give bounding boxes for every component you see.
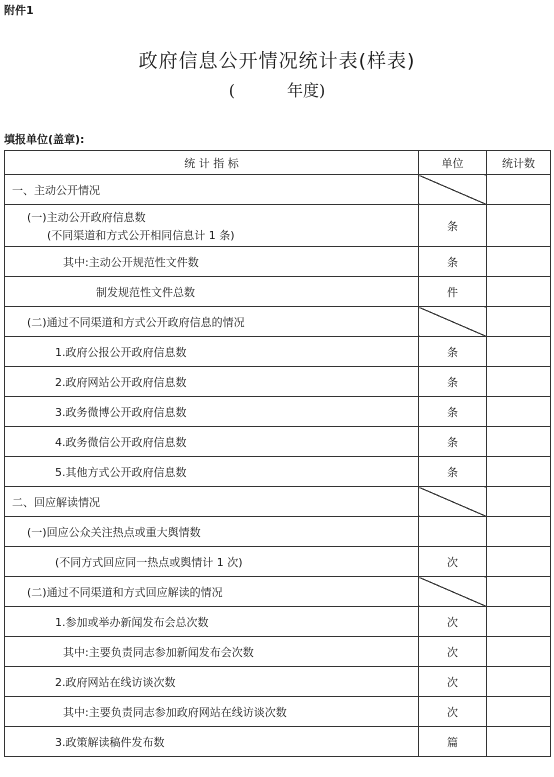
indicator-cell <box>5 277 419 307</box>
year-line <box>0 78 554 101</box>
indicator-label: 一、主动公开情况 <box>12 183 100 197</box>
count-cell[interactable] <box>487 457 551 487</box>
table-row <box>5 397 551 427</box>
unit-cell: 篇 <box>419 727 487 757</box>
count-cell[interactable] <box>487 727 551 757</box>
indicator-cell <box>5 697 419 727</box>
table-row <box>5 205 551 247</box>
unit-cell: 条 <box>419 397 487 427</box>
table-row <box>5 517 551 547</box>
indicator-cell <box>5 175 419 205</box>
statistics-table <box>4 150 551 757</box>
fill-unit-label: 填报单位(盖章): <box>4 133 85 146</box>
indicator-label: (二)通过不同渠道和方式回应解读的情况 <box>27 585 223 599</box>
indicator-cell <box>5 307 419 337</box>
indicator-note: (不同渠道和方式公开相同信息计 1 条) <box>47 228 235 242</box>
year-label: 年度) <box>287 81 326 100</box>
table-row <box>5 367 551 397</box>
indicator-label: 2.政府网站公开政府信息数 <box>55 375 187 389</box>
indicator-cell <box>5 607 419 637</box>
table-row <box>5 457 551 487</box>
table-row <box>5 175 551 205</box>
indicator-cell <box>5 457 419 487</box>
indicator-label: (不同方式回应同一热点或舆情计 1 次) <box>55 555 243 569</box>
header-indicator: 统 计 指 标 <box>5 151 419 175</box>
count-cell[interactable] <box>487 607 551 637</box>
unit-cell: 次 <box>419 697 487 727</box>
table-row <box>5 637 551 667</box>
table-row <box>5 607 551 637</box>
table-row <box>5 307 551 337</box>
indicator-cell <box>5 577 419 607</box>
count-cell[interactable] <box>487 487 551 517</box>
unit-cell: 条 <box>419 337 487 367</box>
attachment-label: 附件1 <box>4 4 34 17</box>
table-row <box>5 487 551 517</box>
indicator-cell <box>5 487 419 517</box>
unit-cell: 次 <box>419 607 487 637</box>
indicator-label: 1.参加或举办新闻发布会总次数 <box>55 615 209 629</box>
header-unit: 单位 <box>419 151 487 175</box>
count-cell[interactable] <box>487 547 551 577</box>
table-row <box>5 247 551 277</box>
indicator-cell <box>5 367 419 397</box>
count-cell[interactable] <box>487 637 551 667</box>
count-cell[interactable] <box>487 667 551 697</box>
unit-cell: 条 <box>419 457 487 487</box>
unit-cell: 件 <box>419 277 487 307</box>
indicator-label: 2.政府网站在线访谈次数 <box>55 675 176 689</box>
count-cell[interactable] <box>487 577 551 607</box>
count-cell[interactable] <box>487 205 551 247</box>
count-cell[interactable] <box>487 517 551 547</box>
table-row <box>5 337 551 367</box>
unit-cell: 条 <box>419 247 487 277</box>
unit-cell <box>419 517 487 547</box>
indicator-cell <box>5 337 419 367</box>
count-cell[interactable] <box>487 697 551 727</box>
unit-cell: 条 <box>419 427 487 457</box>
indicator-label: 其中:主动公开规范性文件数 <box>63 255 199 269</box>
indicator-cell <box>5 397 419 427</box>
indicator-cell <box>5 247 419 277</box>
indicator-cell <box>5 517 419 547</box>
count-cell[interactable] <box>487 427 551 457</box>
table-row <box>5 667 551 697</box>
table-header-row <box>5 151 551 175</box>
count-cell[interactable] <box>487 367 551 397</box>
unit-cell-diagonal <box>419 307 487 337</box>
table-row <box>5 277 551 307</box>
indicator-label: (二)通过不同渠道和方式公开政府信息的情况 <box>27 315 245 329</box>
table-row <box>5 697 551 727</box>
indicator-cell <box>5 205 419 247</box>
count-cell[interactable] <box>487 247 551 277</box>
indicator-cell <box>5 727 419 757</box>
indicator-cell <box>5 427 419 457</box>
unit-cell: 条 <box>419 367 487 397</box>
indicator-label: 1.政府公报公开政府信息数 <box>55 345 187 359</box>
indicator-label: (一)回应公众关注热点或重大舆情数 <box>27 525 201 539</box>
indicator-label: 其中:主要负责同志参加新闻发布会次数 <box>63 645 254 659</box>
indicator-cell <box>5 667 419 697</box>
unit-cell: 次 <box>419 667 487 697</box>
table-row <box>5 547 551 577</box>
count-cell[interactable] <box>487 277 551 307</box>
indicator-label: 5.其他方式公开政府信息数 <box>55 465 187 479</box>
unit-cell: 次 <box>419 547 487 577</box>
indicator-label: 4.政务微信公开政府信息数 <box>55 435 187 449</box>
indicator-label: 其中:主要负责同志参加政府网站在线访谈次数 <box>63 705 287 719</box>
indicator-label: 3.政策解读稿件发布数 <box>55 735 165 749</box>
count-cell[interactable] <box>487 175 551 205</box>
page-title: 政府信息公开情况统计表(样表) <box>138 50 416 72</box>
table-row <box>5 577 551 607</box>
indicator-cell <box>5 637 419 667</box>
indicator-label: (一)主动公开政府信息数 <box>27 210 146 224</box>
unit-cell: 条 <box>419 205 487 247</box>
year-open-paren: ( <box>228 81 235 100</box>
unit-cell-diagonal <box>419 577 487 607</box>
table-row <box>5 427 551 457</box>
count-cell[interactable] <box>487 337 551 367</box>
unit-cell-diagonal <box>419 487 487 517</box>
indicator-label: 二、回应解读情况 <box>12 495 100 509</box>
indicator-label: 制发规范性文件总数 <box>96 285 195 299</box>
unit-cell: 次 <box>419 637 487 667</box>
indicator-label: 3.政务微博公开政府信息数 <box>55 405 187 419</box>
table-row <box>5 727 551 757</box>
indicator-cell <box>5 547 419 577</box>
count-cell[interactable] <box>487 307 551 337</box>
unit-cell-diagonal <box>419 175 487 205</box>
header-count: 统计数 <box>487 151 551 175</box>
count-cell[interactable] <box>487 397 551 427</box>
table-body <box>5 175 551 757</box>
